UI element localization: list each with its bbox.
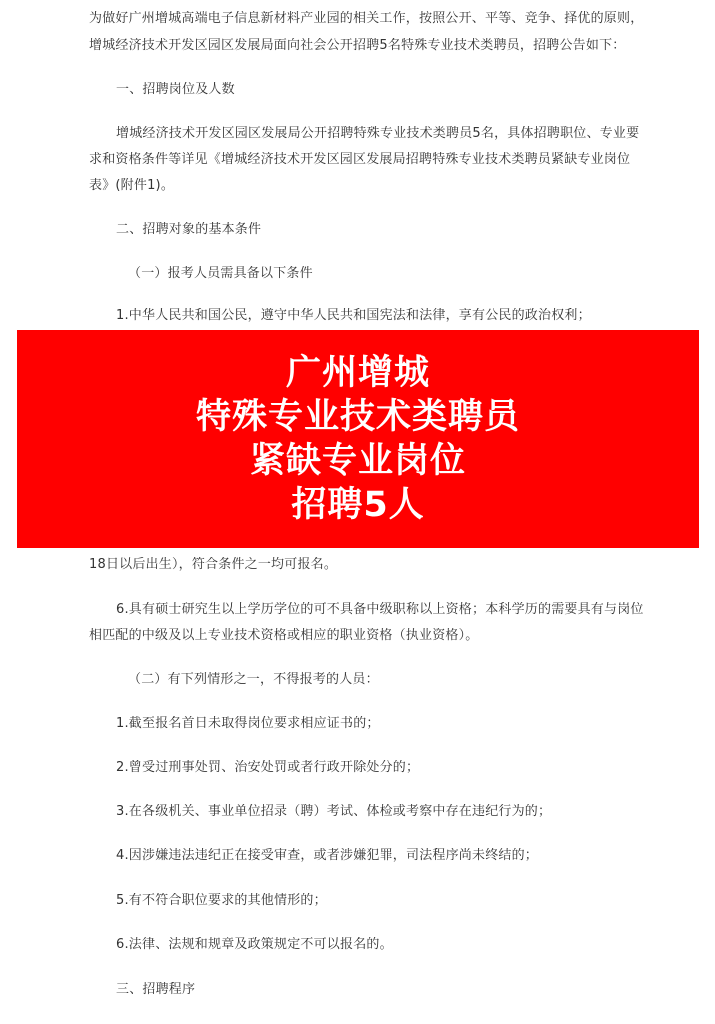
paragraph-positions-line-2: 求和资格条件等详见《增城经济技术开发区园区发展局招聘特殊专业技术类聘员紧缺专业岗位 <box>89 152 631 167</box>
exclusion-item-2: 2.曾受过刑事处罚、治安处罚或者行政开除处分的； <box>116 760 420 775</box>
section-heading-procedure: 三、招聘程序 <box>116 982 196 997</box>
subheading-exclusions: （二）有下列情形之一，不得报考的人员： <box>128 672 379 687</box>
banner-line-location: 广州增城 <box>285 353 430 393</box>
banner-line-position-type: 紧缺专业岗位 <box>249 441 466 481</box>
exclusion-item-5: 5.有不符合职位要求的其他情形的； <box>116 893 327 908</box>
exclusion-item-4: 4.因涉嫌违法违纪正在接受审查，或者涉嫌犯罪，司法程序尚未终结的； <box>116 848 539 863</box>
exclusion-item-1: 1.截至报名首日未取得岗位要求相应证书的； <box>116 716 380 731</box>
paragraph-positions-line-3: 表》(附件1)。 <box>89 178 175 193</box>
condition-item-6-line-2: 相匹配的中级及以上专业技术资格或相应的职业资格（执业资格）。 <box>89 628 479 643</box>
condition-item-1: 1.中华人民共和国公民，遵守中华人民共和国宪法和法律，享有公民的政治权利； <box>116 308 591 323</box>
paragraph-positions-line-1: 增城经济技术开发区园区发展局公开招聘特殊专业技术类聘员5名，具体招聘职位、专业要 <box>116 126 640 141</box>
subheading-required-conditions: （一）报考人员需具备以下条件 <box>128 266 313 281</box>
condition-item-6-line-1: 6.具有硕士研究生以上学历学位的可不具备中级职称以上资格；本科学历的需要具有与岗位 <box>116 602 644 617</box>
paragraph-intro-line-2: 增城经济技术开发区园区发展局面向社会公开招聘5名特殊专业技术类聘员，招聘公告如下： <box>89 38 626 53</box>
banner-line-role: 特殊专业技术类聘员 <box>195 397 520 437</box>
recruitment-banner <box>17 330 699 548</box>
condition-continuation: 18日以后出生），符合条件之一均可报名。 <box>89 557 338 572</box>
banner-line-headcount: 招聘5人 <box>291 485 425 525</box>
exclusion-item-3: 3.在各级机关、事业单位招录（聘）考试、体检或考察中存在违纪行为的； <box>116 804 552 819</box>
section-heading-conditions: 二、招聘对象的基本条件 <box>116 222 262 237</box>
section-heading-positions: 一、招聘岗位及人数 <box>116 82 235 97</box>
exclusion-item-6: 6.法律、法规和规章及政策规定不可以报名的。 <box>116 937 393 952</box>
paragraph-intro-line-1: 为做好广州增城高端电子信息新材料产业园的相关工作，按照公开、平等、竞争、择优的原则， <box>89 11 644 26</box>
